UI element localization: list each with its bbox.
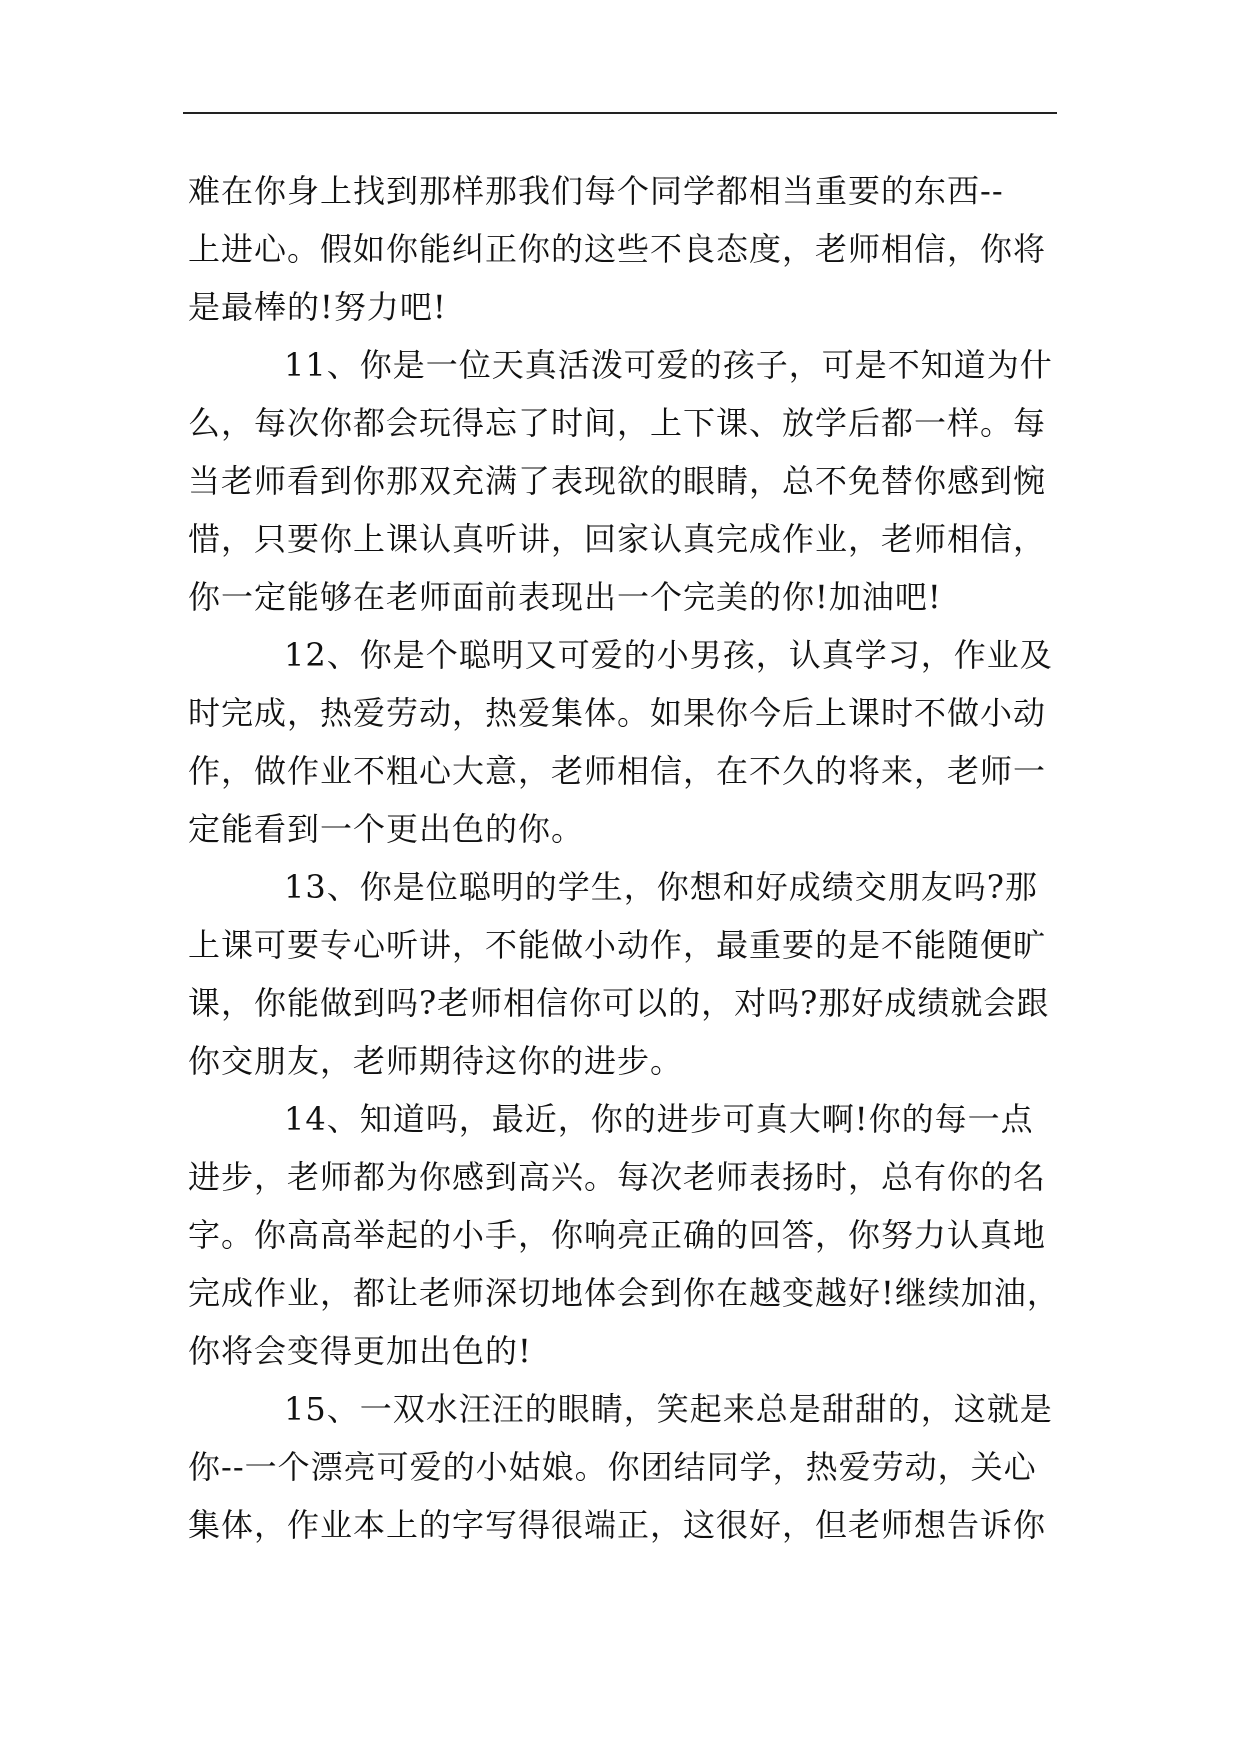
text-line: 13、你是位聪明的学生，你想和好成绩交朋友吗?那 [284,868,1038,906]
text-line: 上课可要专心听讲，不能做小动作，最重要的是不能随便旷 [188,926,1047,964]
text-line: 作，做作业不粗心大意，老师相信，在不久的将来，老师一 [188,752,1047,790]
paragraph-12 [188,626,1060,858]
text-line: 你将会变得更加出色的! [188,1332,532,1370]
text-line: 难在你身上找到那样那我们每个同学都相当重要的东西-- [188,172,1004,210]
document-body [188,162,1060,1554]
paragraph-11 [188,336,1060,626]
text-line: 进步，老师都为你感到高兴。每次老师表扬时，总有你的名 [188,1158,1047,1196]
text-line: 上进心。假如你能纠正你的这些不良态度，老师相信，你将 [188,230,1047,268]
text-line: 你--一个漂亮可爱的小姑娘。你团结同学，热爱劳动，关心 [188,1448,1037,1486]
text-line: 么，每次你都会玩得忘了时间，上下课、放学后都一样。每 [188,404,1047,442]
text-line: 14、知道吗，最近，你的进步可真大啊!你的每一点 [284,1100,1034,1138]
text-line: 当老师看到你那双充满了表现欲的眼睛，总不免替你感到惋 [188,462,1047,500]
text-line: 是最棒的!努力吧! [188,288,447,326]
text-line: 课，你能做到吗?老师相信你可以的，对吗?那好成绩就会跟 [188,984,1050,1022]
text-line: 11、你是一位天真活泼可爱的孩子，可是不知道为什 [284,346,1053,384]
text-line: 完成作业，都让老师深切地体会到你在越变越好!继续加油， [188,1274,1060,1312]
header-rule [183,112,1057,114]
paragraph-10-continuation [188,162,1060,336]
text-line: 12、你是个聪明又可爱的小男孩，认真学习，作业及 [284,636,1053,674]
text-line: 字。你高高举起的小手，你响亮正确的回答，你努力认真地 [188,1216,1047,1254]
paragraph-15 [188,1380,1060,1554]
paragraph-13 [188,858,1060,1090]
text-line: 惜，只要你上课认真听讲，回家认真完成作业，老师相信， [188,520,1047,558]
text-line: 15、一双水汪汪的眼睛，笑起来总是甜甜的，这就是 [284,1390,1053,1428]
text-line: 定能看到一个更出色的你。 [188,810,585,848]
text-line: 你交朋友，老师期待这你的进步。 [188,1042,684,1080]
text-line: 集体，作业本上的字写得很端正，这很好，但老师想告诉你 [188,1506,1047,1544]
text-line: 时完成，热爱劳动，热爱集体。如果你今后上课时不做小动 [188,694,1047,732]
paragraph-14 [188,1090,1060,1380]
text-line: 你一定能够在老师面前表现出一个完美的你!加油吧! [188,578,942,616]
